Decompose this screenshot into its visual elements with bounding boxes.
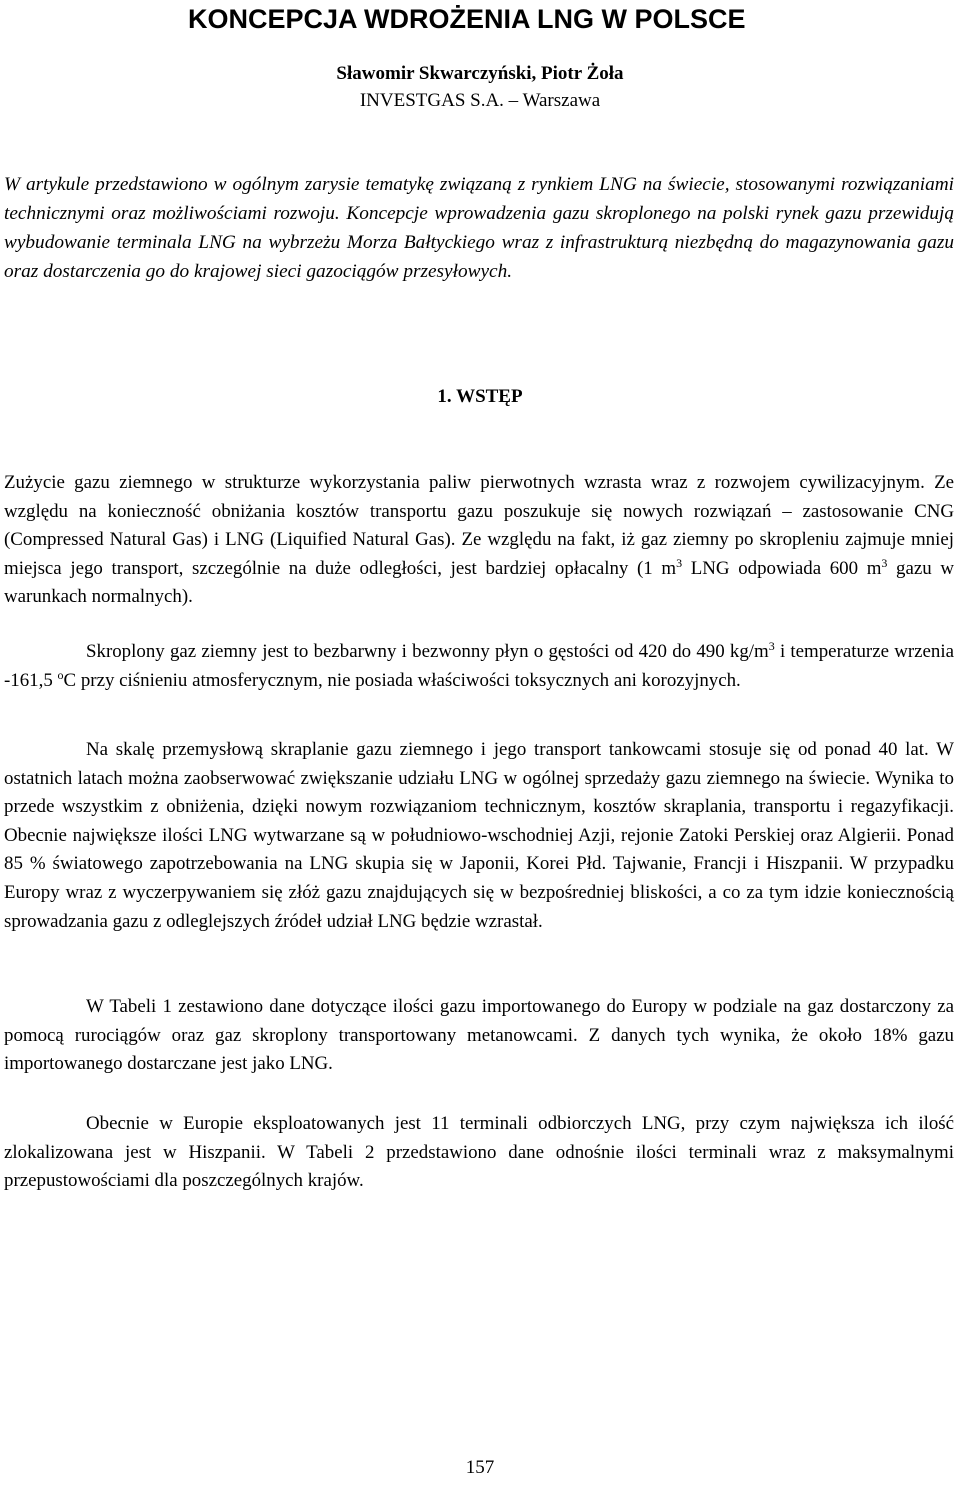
superscript: o [57, 667, 64, 682]
paragraph-2-text-c: C przy ciśnieniu atmosferycznym, nie posiada właściwości toksycznych ani korozyjnych. [63, 669, 741, 691]
paper-authors: Sławomir Skwarczyński, Piotr Żoła [336, 63, 624, 84]
paragraph-1-text-b: LNG odpowiada 600 m [682, 557, 882, 579]
paper-affiliation: INVESTGAS S.A. – Warszawa [359, 90, 601, 111]
paragraph-2 [4, 638, 954, 695]
paragraph-1-text-c: gazu w warunkach normalnych). [4, 557, 954, 608]
paragraph-3: Na skalę przemysłową skraplanie gazu ziemnego i jego transport tankowcami stosuje się od ponad 40 lat. W ostatnich latach można zaobserwować zwiększanie udziału LNG w ogólnej sprzedaży gazu ziemnego na świecie. Wynika to przede wszystkim z obniżenia, dzięki nowym rozwiązaniom technicznym, kosztów skraplania, transportu i regazyfikacji. Obecnie największe ilości LNG wytwarzane są w południowo-wschodniej Azji, rejonie Zatoki Perskiej oraz Algierii. Ponad 85 % światowego zapotrzebowania na LNG skupia się w Japonii, Korei Płd. Tajwanie, Francji i Hiszpanii. W przypadku Europy wraz z wyczerpywaniem się złóż gazu znajdujących się w bezpośredniej bliskości, a co za tym idzie koniecznością sprowadzania gazu z odleglejszych źródeł udział LNG będzie wzrastał. [4, 739, 954, 932]
paragraph-1-text-a: Zużycie gazu ziemnego w strukturze wykorzystania paliw pierwotnych wzrasta wraz z rozwojem cywilizacyjnym. Ze względu na konieczność obniżania kosztów transportu gazu poszukuje się nowych rozwiązań – zastosowanie CNG (Compressed Natural Gas) i LNG (Liquified Natural Gas). Ze względu na fakt, iż gaz ziemny po skropleniu zajmuje mniej miejsca jego transport, szczególnie na duże odległości, jest bardziej opłacalny (1 m [4, 472, 954, 579]
page-number: 157 [465, 1457, 495, 1478]
paragraph-2-text-a: Skroplony gaz ziemny jest to bezbarwny i bezwonny płyn o gęstości od 420 do 490 kg/m [86, 641, 769, 662]
abstract: W artykule przedstawiono w ogólnym zarysie tematykę związaną z rynkiem LNG na świecie, stosowanymi rozwiązaniami technicznymi oraz możliwościami rozwoju. Koncepcje wprowadzenia gazu skroplonego na polski rynek gazu przewidują wybudowanie terminala LNG na wybrzeżu Morza Bałtyckiego wraz z infrastrukturą niezbędną do magazynowania gazu oraz dostarczenia go do krajowej sieci gazociągów przesyłowych. [4, 174, 954, 282]
paragraph-5: Obecnie w Europie eksploatowanych jest 11 terminali odbiorczych LNG, przy czym największa ich ilość zlokalizowana jest w Hiszpanii. W Tabeli 2 przedstawiono dane odnośnie ilości terminali wraz z maksymalnymi przepustowościami dla poszczególnych krajów. [4, 1113, 954, 1192]
paragraph-4: W Tabeli 1 zestawiono dane dotyczące ilości gazu importowanego do Europy w podziale na gaz dostarczony za pomocą rurociągów oraz gaz skroplony transportowany metanowcami. Z danych tych wynika, że około 18% gazu importowanego dostarczane jest jako LNG. [4, 996, 954, 1075]
superscript: 3 [881, 555, 888, 570]
paragraph-2-text-b: i temperaturze wrzenia -161,5 [4, 641, 954, 691]
paragraph-1 [4, 469, 954, 612]
section-heading: 1. WSTĘP [437, 386, 523, 407]
superscript: 3 [768, 639, 775, 653]
paper-title: KONCEPCJA WDROŻENIA LNG W POLSCE [188, 4, 746, 34]
superscript: 3 [676, 555, 683, 570]
